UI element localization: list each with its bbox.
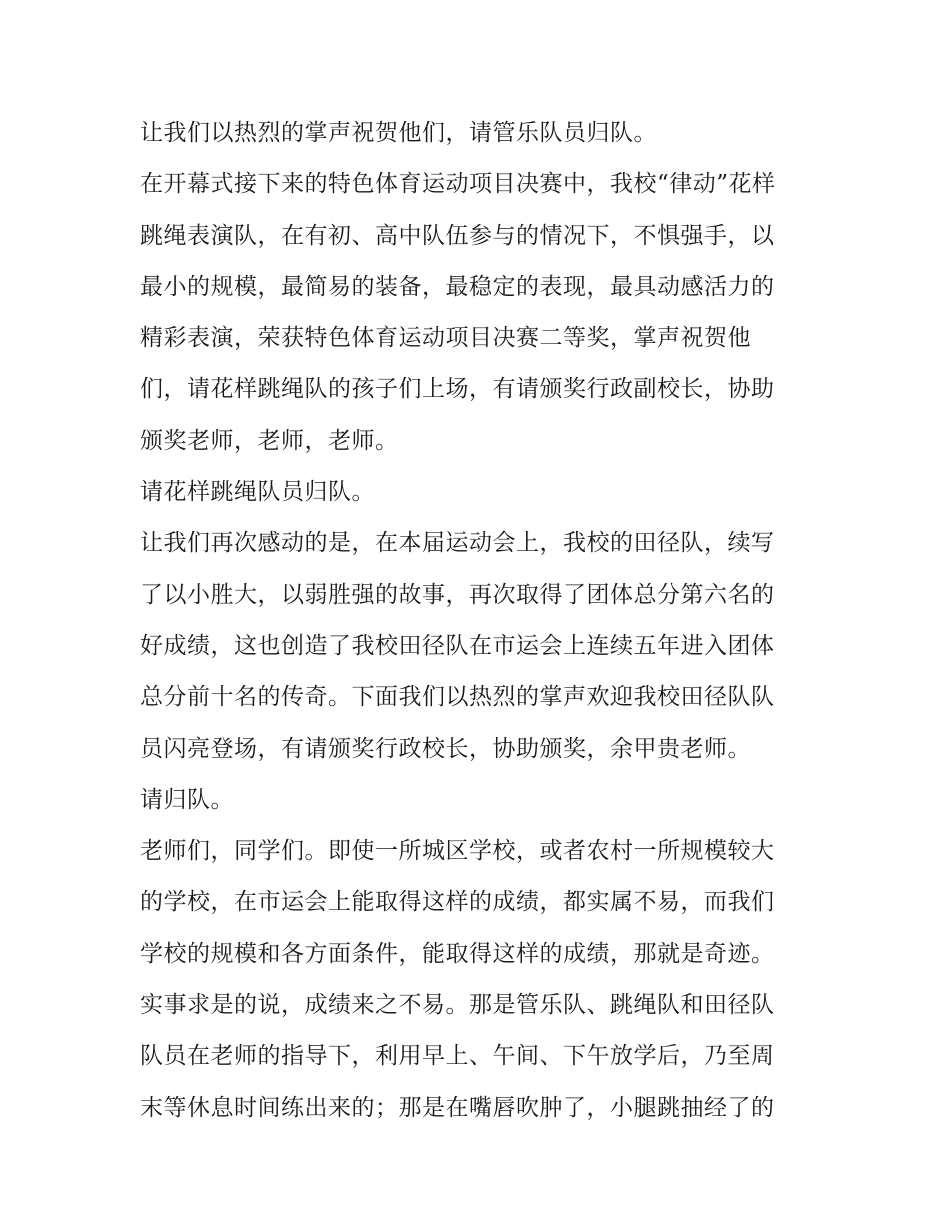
text-line: 老师们，同学们。即使一所城区学校，或者农村一所规模较大 (140, 838, 775, 865)
text-line: 精彩表演，荣获特色体育运动项目决赛二等奖，掌声祝贺他 (140, 325, 751, 352)
text-line: 最小的规模，最简易的装备，最稳定的表现，最具动感活力的 (140, 273, 775, 300)
text-line: 学校的规模和各方面条件，能取得这样的成绩，那就是奇迹。 (140, 940, 775, 967)
document-body (140, 108, 820, 1134)
text-line: 了以小胜大，以弱胜强的故事，再次取得了团体总分第六名的 (140, 581, 775, 608)
text-line: 请归队。 (140, 786, 234, 813)
text-line: 跳绳表演队，在有初、高中队伍参与的情况下，不惧强手，以 (140, 222, 775, 249)
text-line: 的学校，在市运会上能取得这样的成绩，都实属不易，而我们 (140, 889, 775, 916)
text-line: 总分前十名的传奇。下面我们以热烈的掌声欢迎我校田径队队 (140, 684, 775, 711)
text-line: 颁奖老师，老师，老师。 (140, 427, 399, 454)
text-line: 请花样跳绳队员归队。 (140, 479, 375, 506)
text-line: 队员在老师的指导下，利用早上、午间、下午放学后，乃至周 (140, 1043, 775, 1070)
text-line: 让我们以热烈的掌声祝贺他们，请管乐队员归队。 (140, 120, 657, 146)
text-line: 实事求是的说，成绩来之不易。那是管乐队、跳绳队和田径队 (140, 992, 775, 1019)
text-line: 末等休息时间练出来的；那是在嘴唇吹肿了，小腿跳抽经了的 (140, 1094, 775, 1121)
text-line: 让我们再次感动的是，在本届运动会上，我校的田径队，续写 (140, 530, 775, 557)
text-line: 员闪亮登场，有请颁奖行政校长，协助颁奖，余甲贵老师。 (140, 735, 751, 762)
text-line: 们，请花样跳绳队的孩子们上场，有请颁奖行政副校长，协助 (140, 376, 775, 403)
text-line: 在开幕式接下来的特色体育运动项目决赛中，我校“律动”花样 (140, 171, 776, 198)
text-line: 好成绩，这也创造了我校田径队在市运会上连续五年进入团体 (140, 632, 775, 659)
